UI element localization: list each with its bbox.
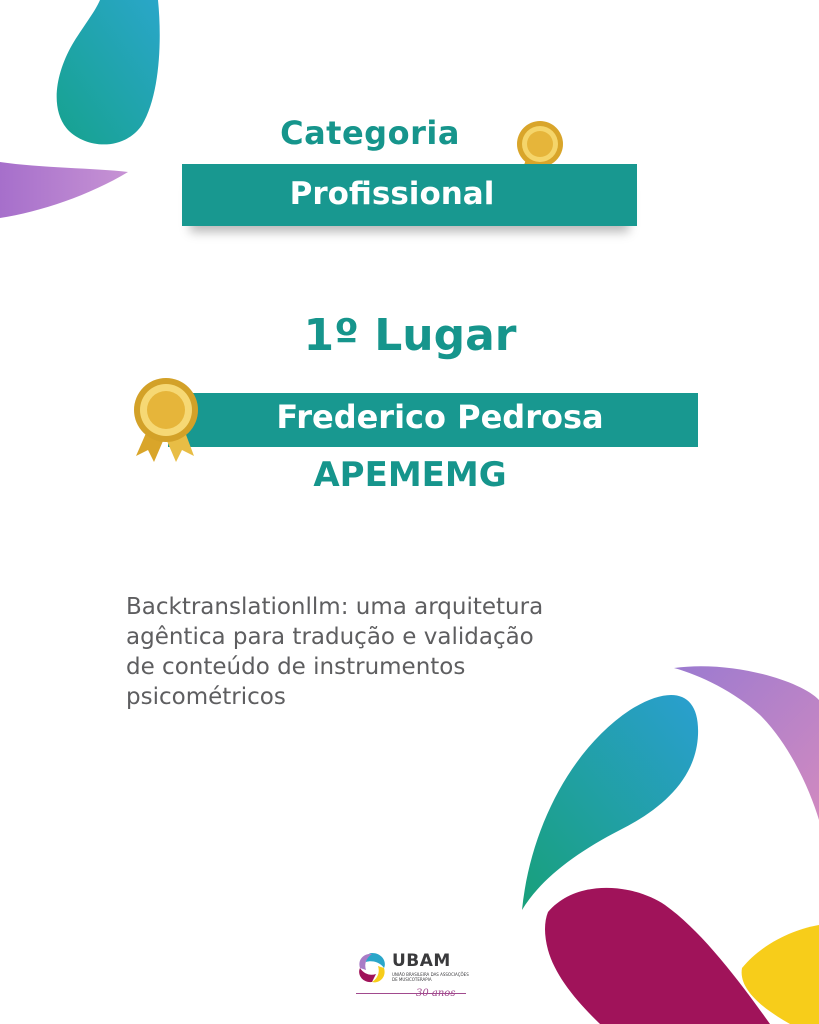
category-label: Categoria bbox=[280, 114, 460, 152]
logo-subtitle: UNIÃO BRASILEIRA DAS ASSOCIAÇÕES DE MUSICOTERAPIA bbox=[392, 972, 469, 982]
category-value: Profissional bbox=[289, 176, 495, 212]
gold-medal-icon bbox=[128, 374, 204, 464]
purple-shape-bottom-right bbox=[674, 666, 819, 820]
logo-anniversary: 30 anos bbox=[416, 988, 456, 999]
magenta-shape-bottom bbox=[545, 888, 770, 1024]
winner-name: Frederico Pedrosa bbox=[276, 398, 604, 436]
teal-drop-top-left bbox=[57, 0, 160, 144]
purple-sliver-left bbox=[0, 162, 128, 218]
logo-name: UBAM bbox=[392, 951, 451, 971]
work-title: Backtranslationllm: uma arquitetura agêntica para tradução e validação de conteúdo de instrumentos psicométricos bbox=[126, 594, 544, 710]
ubam-logo-icon bbox=[354, 950, 390, 986]
place-title: 1º Lugar bbox=[303, 310, 517, 361]
teal-shape-bottom-right bbox=[522, 695, 698, 910]
winner-organization: APEMEMG bbox=[313, 455, 507, 495]
yellow-shape-bottom-right bbox=[742, 925, 819, 1024]
